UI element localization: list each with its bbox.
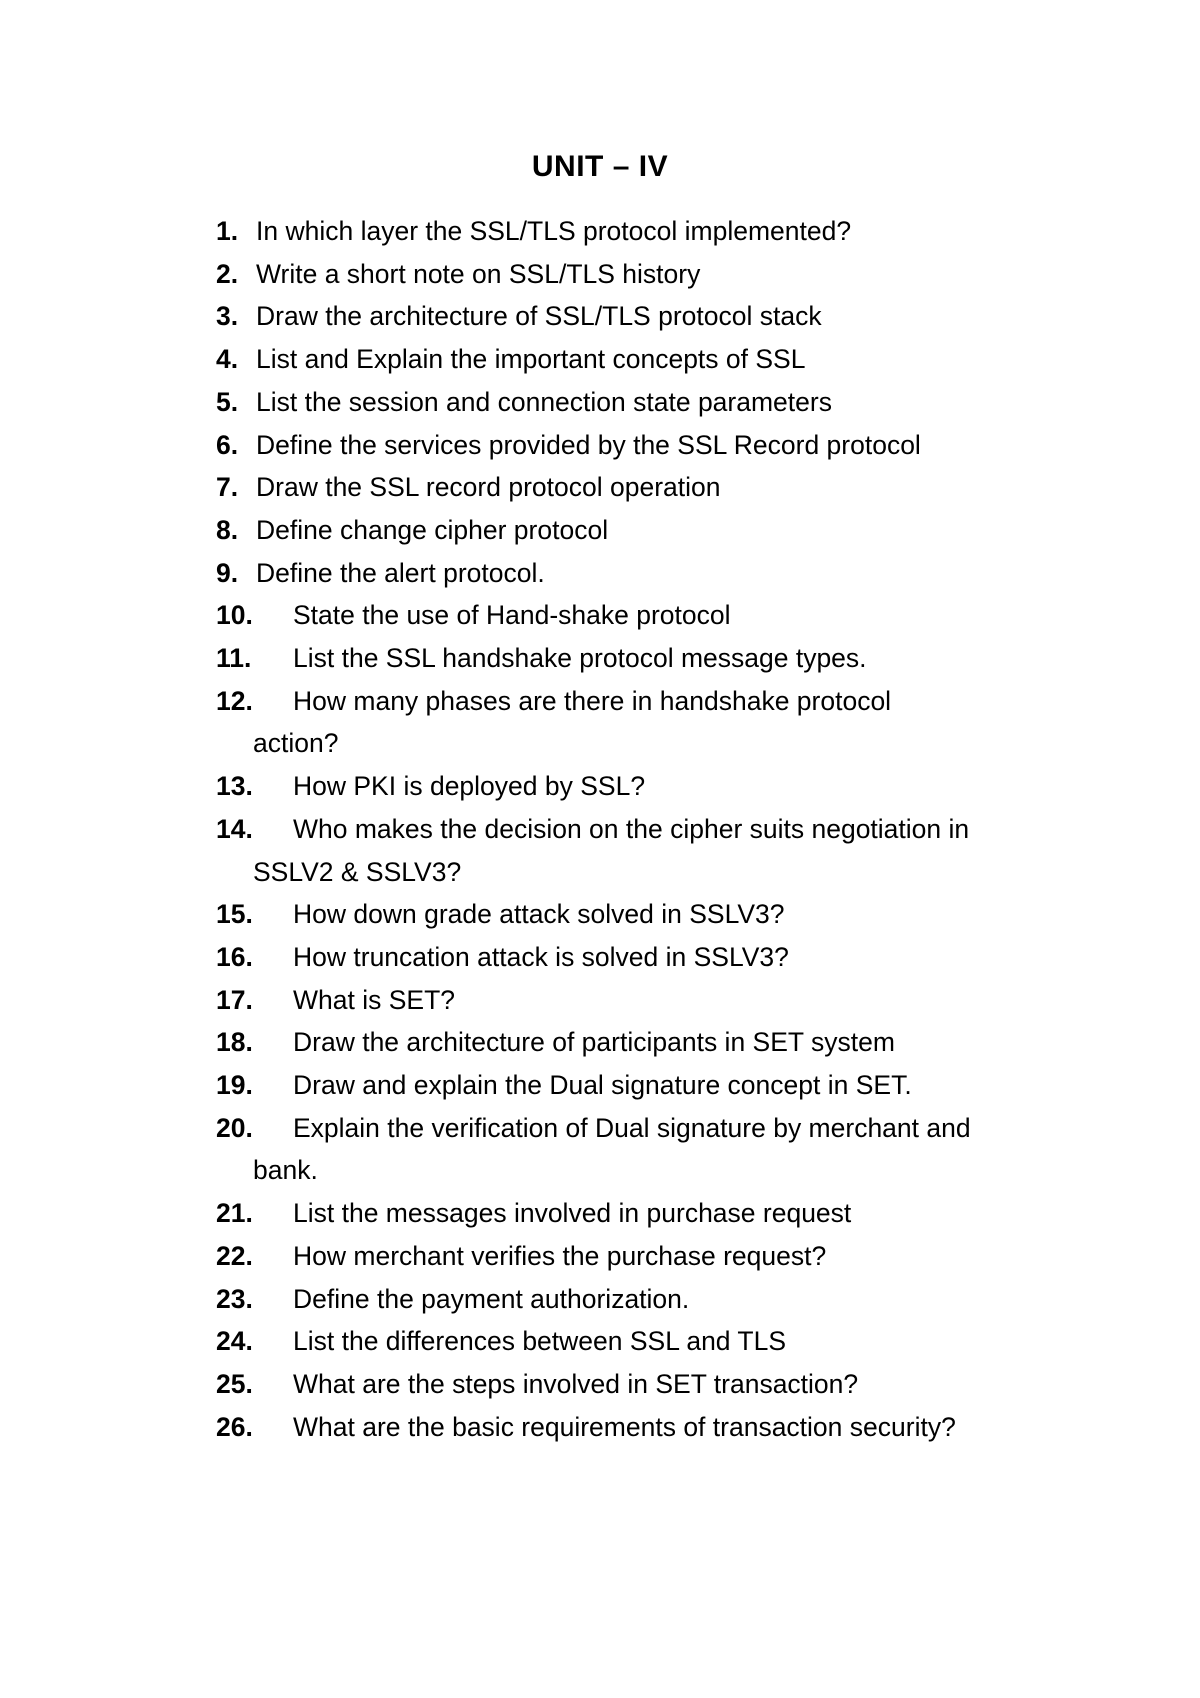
question-item [216,210,1076,253]
question-text [293,979,1076,1022]
question-number: 5. [216,386,239,417]
question-line: Define the alert protocol. [256,557,545,588]
question-line: List the differences between SSL and TLS [293,1326,787,1357]
question-item [216,253,1076,296]
question-number: 8. [216,514,239,545]
question-item [216,381,1076,424]
question-number: 11. [216,643,252,674]
page-title: UNIT – IV [531,150,669,183]
question-text [293,1192,1076,1235]
question-number: 3. [216,301,239,332]
question-line: Define change cipher protocol [256,514,609,545]
question-line: Explain the verification of Dual signature by merchant and [293,1112,971,1143]
question-text [293,765,1076,808]
question-text [293,1363,1076,1406]
question-item [216,765,1076,808]
question-text [293,1064,1076,1107]
question-line: What are the steps involved in SET transaction? [293,1368,859,1399]
question-list [216,210,1076,1448]
question-number: 18. [216,1027,253,1058]
question-item [216,1320,1076,1363]
question-text [293,1235,1076,1278]
question-item [216,1021,1076,1064]
question-item [216,1363,1076,1406]
question-item [216,338,1076,381]
question-item [216,1278,1076,1321]
question-item [216,1235,1076,1278]
question-line: How merchant verifies the purchase request? [293,1240,827,1271]
question-text [256,253,1076,296]
question-text [293,1406,1076,1449]
question-text [253,1107,1076,1192]
question-number: 22. [216,1240,253,1271]
question-number: 7. [216,472,239,503]
question-line: Draw the SSL record protocol operation [256,472,721,503]
question-number: 1. [216,216,239,246]
question-continuation-line: bank. [253,1155,318,1186]
question-item [216,509,1076,552]
question-text [256,210,1076,253]
question-text [256,338,1076,381]
question-line: What is SET? [293,984,455,1015]
question-line: Draw the architecture of participants in SET system [293,1027,895,1058]
question-line: How truncation attack is solved in SSLV3? [293,941,789,972]
question-line: List and Explain the important concepts of SSL [256,344,806,375]
question-line: List the session and connection state parameters [256,386,832,417]
question-number: 15. [216,899,253,930]
question-item [216,893,1076,936]
question-text [256,381,1076,424]
question-number: 17. [216,984,253,1015]
question-number: 10. [216,600,253,631]
question-text [293,1320,1076,1363]
question-number: 19. [216,1070,253,1101]
question-text [256,552,1076,595]
question-number: 12. [216,685,253,716]
question-item [216,1064,1076,1107]
question-number: 9. [216,557,239,588]
question-number: 20. [216,1112,253,1143]
question-number: 16. [216,941,253,972]
question-text [293,637,1076,680]
question-number: 26. [216,1411,253,1442]
question-item [216,979,1076,1022]
question-text [293,1021,1076,1064]
question-number: 25. [216,1368,253,1399]
question-number: 2. [216,258,239,289]
question-line: State the use of Hand-shake protocol [293,600,731,631]
question-number: 13. [216,771,253,802]
question-item [216,808,1076,893]
question-text [293,1278,1076,1321]
question-continuation-line: action? [253,728,339,759]
question-item [216,637,1076,680]
question-line: How many phases are there in handshake protocol [293,685,892,716]
question-number: 21. [216,1198,253,1229]
question-text [293,936,1076,979]
question-line: Define the services provided by the SSL Record protocol [256,429,921,460]
question-text [256,509,1076,552]
question-text [293,594,1076,637]
question-line: Define the payment authorization. [293,1283,690,1314]
question-number: 4. [216,344,239,375]
question-item [216,936,1076,979]
question-number: 23. [216,1283,253,1314]
question-line: Write a short note on SSL/TLS history [256,258,701,289]
question-text [253,680,1076,765]
question-number: 14. [216,813,253,844]
question-item [216,1192,1076,1235]
question-number: 6. [216,429,239,460]
question-item [216,552,1076,595]
question-continuation-line: SSLV2 & SSLV3? [253,856,462,887]
question-item [216,1107,1076,1192]
question-item [216,466,1076,509]
question-item [216,295,1076,338]
question-item [216,594,1076,637]
question-line: Draw and explain the Dual signature concept in SET. [293,1070,912,1101]
question-item [216,680,1076,765]
question-text [293,893,1076,936]
question-line: In which layer the SSL/TLS protocol implemented? [256,216,852,246]
question-text [256,466,1076,509]
question-line: What are the basic requirements of transaction security? [293,1411,956,1442]
question-line: How down grade attack solved in SSLV3? [293,899,785,930]
question-text [256,295,1076,338]
question-item [216,424,1076,467]
question-line: List the SSL handshake protocol message types. [293,643,867,674]
question-line: How PKI is deployed by SSL? [293,771,646,802]
question-number: 24. [216,1326,253,1357]
question-text [256,424,1076,467]
question-line: Draw the architecture of SSL/TLS protocol stack [256,301,822,332]
question-item [216,1406,1076,1449]
question-line: List the messages involved in purchase request [293,1198,852,1229]
question-line: Who makes the decision on the cipher suits negotiation in [293,813,970,844]
question-text [253,808,1076,893]
